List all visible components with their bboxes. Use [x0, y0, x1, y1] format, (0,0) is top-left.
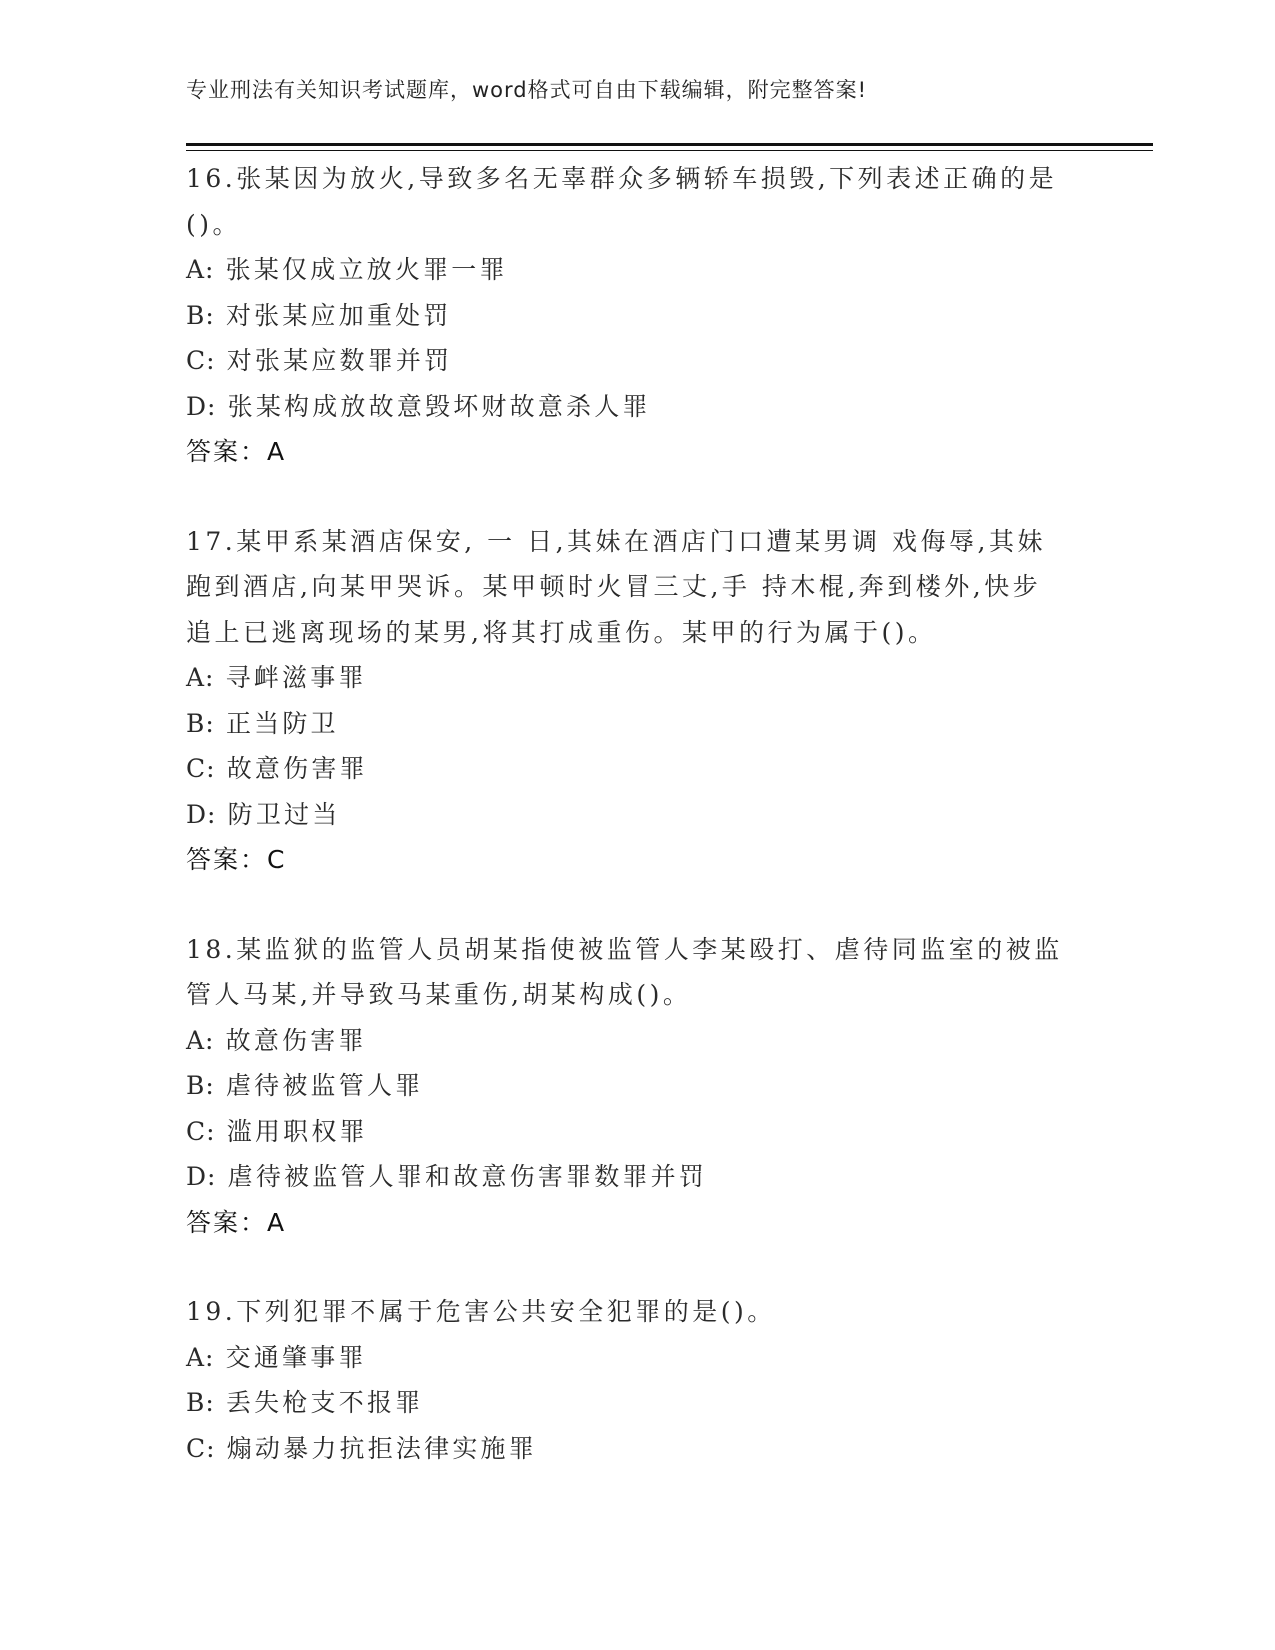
- option-text: 滥用职权罪: [226, 1116, 368, 1146]
- option-label: C:: [186, 346, 216, 375]
- stem-line: 追上已逃离现场的某男,将其打成重伤。某甲的行为属于()。: [186, 617, 937, 647]
- option-text: 虐待被监管人罪和故意伤害罪数罪并罚: [227, 1162, 708, 1191]
- option-text: 故意伤害罪: [226, 754, 368, 783]
- option-label: D:: [186, 391, 217, 421]
- option-label: B:: [186, 708, 215, 738]
- option-text: 对张某应加重处罚: [225, 300, 452, 330]
- option-label: A:: [186, 663, 215, 692]
- stem-line: 19.下列犯罪不属于危害公共安全犯罪的是()。: [186, 1297, 776, 1326]
- option-c: [186, 1109, 1086, 1155]
- stem-line: 管人马某,并导致马某重伤,胡某构成()。: [186, 980, 692, 1009]
- option-label: A:: [186, 1025, 215, 1055]
- option-label: C:: [186, 754, 216, 783]
- option-d: [186, 384, 1086, 430]
- stem-line: 跑到酒店,向某甲哭诉。某甲顿时火冒三丈,手 持木棍,奔到楼外,快步: [186, 572, 1042, 601]
- option-text: 丢失枪支不报罪: [225, 1388, 424, 1417]
- stem-line: ()。: [186, 209, 242, 239]
- page-header: 专业刑法有关知识考试题库，word格式可自由下载编辑，附完整答案!: [186, 78, 868, 102]
- option-label: B:: [186, 1071, 215, 1100]
- option-text: 寻衅滋事罪: [225, 663, 367, 692]
- option-c: [186, 1426, 1086, 1472]
- option-b: [186, 1063, 1086, 1109]
- option-label: B:: [186, 300, 215, 330]
- option-text: 张某仅成立放火罪一罪: [225, 255, 508, 284]
- option-a: [186, 1018, 1086, 1064]
- option-label: C:: [186, 1433, 216, 1463]
- option-b: [186, 1380, 1086, 1426]
- option-text: 交通肇事罪: [225, 1342, 367, 1372]
- option-b: [186, 293, 1086, 339]
- question-stem: [186, 1289, 1086, 1335]
- option-text: 对张某应数罪并罚: [226, 346, 453, 375]
- option-label: D:: [186, 1162, 217, 1191]
- question-17: [186, 519, 1086, 883]
- option-d: [186, 792, 1086, 838]
- option-b: [186, 701, 1086, 747]
- option-label: B:: [186, 1388, 215, 1417]
- option-a: [186, 1335, 1086, 1381]
- option-c: [186, 338, 1086, 384]
- option-text: 煽动暴力抗拒法律实施罪: [226, 1433, 537, 1463]
- option-text: 故意伤害罪: [225, 1025, 367, 1055]
- stem-line: 18.某监狱的监管人员胡某指使被监管人李某殴打、虐待同监室的被监: [186, 934, 1063, 964]
- option-text: 张某构成放故意毁坏财故意杀人罪: [227, 391, 651, 421]
- option-label: C:: [186, 1116, 216, 1146]
- question-stem: [186, 927, 1086, 1018]
- stem-line: 17.某甲系某酒店保安, 一 日,其妹在酒店门口遭某男调 戏侮辱,其妹: [186, 526, 1046, 556]
- option-label: A:: [186, 1342, 215, 1372]
- option-label: A:: [186, 255, 215, 284]
- answer-line: 答案：A: [186, 437, 287, 466]
- question-stem: [186, 519, 1086, 656]
- question-19: [186, 1289, 1086, 1471]
- stem-line: 16.张某因为放火,导致多名无辜群众多辆轿车损毁,下列表述正确的是: [186, 164, 1058, 193]
- option-label: D:: [186, 799, 217, 829]
- answer-line: 答案：C: [186, 845, 287, 874]
- option-text: 防卫过当: [227, 799, 341, 829]
- question-list: [186, 156, 1086, 1515]
- option-text: 虐待被监管人罪: [225, 1071, 424, 1100]
- question-18: [186, 927, 1086, 1246]
- option-text: 正当防卫: [225, 708, 339, 738]
- option-c: [186, 746, 1086, 792]
- option-a: [186, 247, 1086, 293]
- option-d: [186, 1154, 1086, 1200]
- header-rule-thin: [186, 150, 1153, 151]
- question-stem: [186, 156, 1086, 247]
- question-16: [186, 156, 1086, 475]
- header-rule-thick: [186, 143, 1153, 146]
- answer-line: 答案：A: [186, 1207, 287, 1237]
- option-a: [186, 655, 1086, 701]
